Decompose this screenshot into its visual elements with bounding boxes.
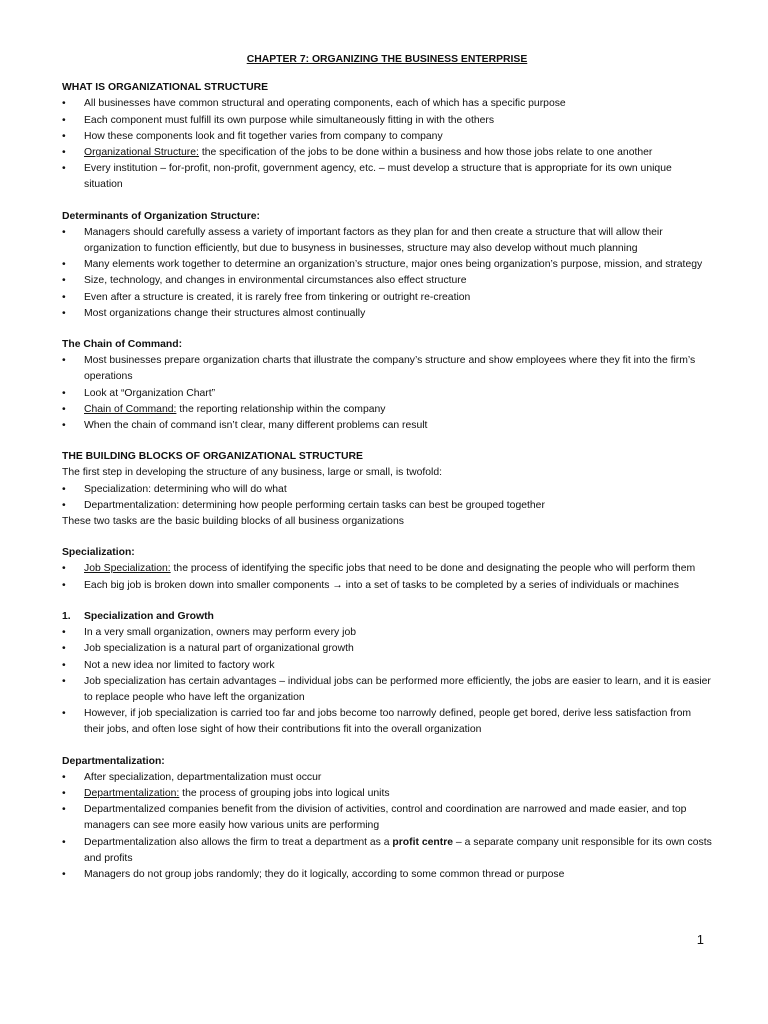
list-item: • Each component must fulfill its own purpose while simultaneously fitting in with the others	[62, 113, 712, 129]
section-heading: Determinants of Organization Structure:	[62, 210, 261, 222]
bullet-icon: •	[62, 483, 66, 495]
document-page	[62, 52, 712, 898]
list-item: • Each big job is broken down into smaller components → into a set of tasks to be completed by a series of individuals or machines	[62, 578, 712, 594]
bullet-icon: •	[62, 643, 66, 655]
bullet-icon: •	[62, 708, 66, 720]
paragraph: The first step in developing the structure of any business, large or small, is twofold:	[62, 467, 443, 479]
term: Chain of Command:	[84, 403, 177, 415]
page-number: 1	[696, 932, 704, 947]
numbered-heading: 1. Specialization and Growth	[62, 609, 712, 625]
bullet-icon: •	[62, 387, 66, 399]
bullet-list	[62, 353, 712, 434]
list-item: • Departmentalization: determining how people performing certain tasks can best be grouped together	[62, 498, 712, 514]
list-item: • Job Specialization: the process of identifying the specific jobs that need to be done and designating the people who will perform them	[62, 561, 712, 577]
bullet-list	[62, 225, 712, 322]
bullet-icon: •	[62, 259, 66, 271]
list-item: • Job specialization is a natural part of organizational growth	[62, 641, 712, 657]
bullet-icon: •	[62, 563, 66, 575]
bullet-icon: •	[62, 836, 66, 848]
chapter-title: CHAPTER 7: ORGANIZING THE BUSINESS ENTERPRISE	[246, 54, 528, 65]
list-item: • Organizational Structure: the specification of the jobs to be done within a business and how those jobs relate to one another	[62, 145, 712, 161]
section-heading: WHAT IS ORGANIZATIONAL STRUCTURE	[62, 82, 269, 94]
bullet-icon: •	[62, 403, 66, 415]
list-item: • All businesses have common structural and operating components, each of which has a specific purpose	[62, 96, 712, 112]
section-heading: Specialization:	[62, 547, 135, 559]
list-item: • Job specialization has certain advantages – individual jobs can be performed more efficiently, the jobs are easier to learn, and it is easier to replace people who have left the organization	[62, 675, 711, 703]
paragraph: These two tasks are the basic building blocks of all business organizations	[62, 516, 404, 528]
section-heading: Departmentalization:	[62, 755, 165, 767]
bullet-icon: •	[62, 98, 66, 110]
bullet-icon: •	[62, 291, 66, 303]
list-item: • When the chain of command isn’t clear, many different problems can result	[62, 418, 712, 434]
bullet-icon: •	[62, 147, 66, 159]
term: Job Specialization:	[84, 563, 171, 575]
bullet-icon: •	[62, 675, 66, 687]
list-item: • Managers should carefully assess a variety of important factors as they plan for and then create a structure that will allow their organization to function efficiently, but due to busyness in businesses, structure may also develop without much planning	[62, 226, 663, 255]
section-organizational-structure	[62, 80, 712, 193]
bullet-icon: •	[62, 275, 66, 287]
heading-number: 1.	[62, 610, 71, 622]
bullet-icon: •	[62, 787, 66, 799]
bullet-icon: •	[62, 114, 66, 126]
list-item: • In a very small organization, owners may perform every job	[62, 625, 712, 641]
bullet-list	[62, 625, 712, 738]
bullet-icon: •	[62, 499, 66, 511]
list-item: • Many elements work together to determine an organization’s structure, major ones being organization’s purpose, mission, and strategy	[62, 257, 712, 273]
bullet-icon: •	[62, 868, 66, 880]
list-item: • However, if job specialization is carried too far and jobs become too narrowly defined, people get bored, derive less satisfaction from their jobs, and often lose sight of how their contributions fit into the overall organization	[62, 708, 692, 736]
bullet-icon: •	[62, 771, 66, 783]
list-item: • Specialization: determining who will do what	[62, 482, 712, 498]
list-item: • Departmentalization: the process of grouping jobs into logical units	[62, 786, 712, 802]
list-item: • Look at “Organization Chart”	[62, 386, 712, 402]
bullet-list	[62, 96, 712, 193]
bullet-icon: •	[62, 804, 66, 816]
list-item: • Departmentalized companies benefit from the division of activities, control and coordination are narrowed and made easier, and top managers can see more easily how various units are performing	[62, 804, 687, 832]
bullet-icon: •	[62, 163, 66, 175]
bullet-icon: •	[62, 420, 66, 432]
section-heading: THE BUILDING BLOCKS OF ORGANIZATIONAL STRUCTURE	[62, 451, 363, 463]
list-item: • How these components look and fit together varies from company to company	[62, 129, 712, 145]
term: Departmentalization:	[84, 787, 180, 799]
section-heading: The Chain of Command:	[62, 339, 183, 351]
section-building-blocks	[62, 449, 712, 530]
term: Organizational Structure:	[84, 147, 199, 159]
bullet-list	[62, 561, 712, 593]
list-item: • Size, technology, and changes in environmental circumstances also effect structure	[62, 273, 712, 289]
section-determinants	[62, 209, 712, 322]
list-item: • After specialization, departmentalization must occur	[62, 770, 712, 786]
bullet-icon: •	[62, 226, 66, 238]
section-specialization-and-growth	[62, 609, 712, 739]
list-item: • Most organizations change their structures almost continually	[62, 306, 712, 322]
bullet-icon: •	[62, 627, 66, 639]
bullet-icon: •	[62, 307, 66, 319]
section-chain-of-command	[62, 337, 712, 434]
list-item: • Even after a structure is created, it is rarely free from tinkering or outright re-creation	[62, 290, 712, 306]
list-item: • Chain of Command: the reporting relationship within the company	[62, 402, 712, 418]
list-item: • Managers do not group jobs randomly; they do it logically, according to some common thread or purpose	[62, 867, 712, 883]
list-item: • Every institution – for-profit, non-profit, government agency, etc. – must develop a structure that is appropriate for its own unique situation	[62, 163, 672, 191]
bold-term: profit centre	[392, 836, 454, 848]
list-item: • Most businesses prepare organization charts that illustrate the company’s structure and show employees where they fit into the firm’s operations	[62, 355, 696, 383]
bullet-icon: •	[62, 659, 66, 671]
list-item: • Not a new idea nor limited to factory work	[62, 658, 712, 674]
bullet-icon: •	[62, 579, 66, 591]
bullet-icon: •	[62, 355, 66, 367]
bullet-list	[62, 482, 712, 514]
bullet-list	[62, 770, 712, 883]
bullet-icon: •	[62, 130, 66, 142]
section-specialization	[62, 545, 712, 594]
list-item: • Departmentalization also allows the firm to treat a department as a profit centre – a separate company unit responsible for its own costs and profits	[62, 836, 712, 864]
section-departmentalization	[62, 754, 712, 884]
